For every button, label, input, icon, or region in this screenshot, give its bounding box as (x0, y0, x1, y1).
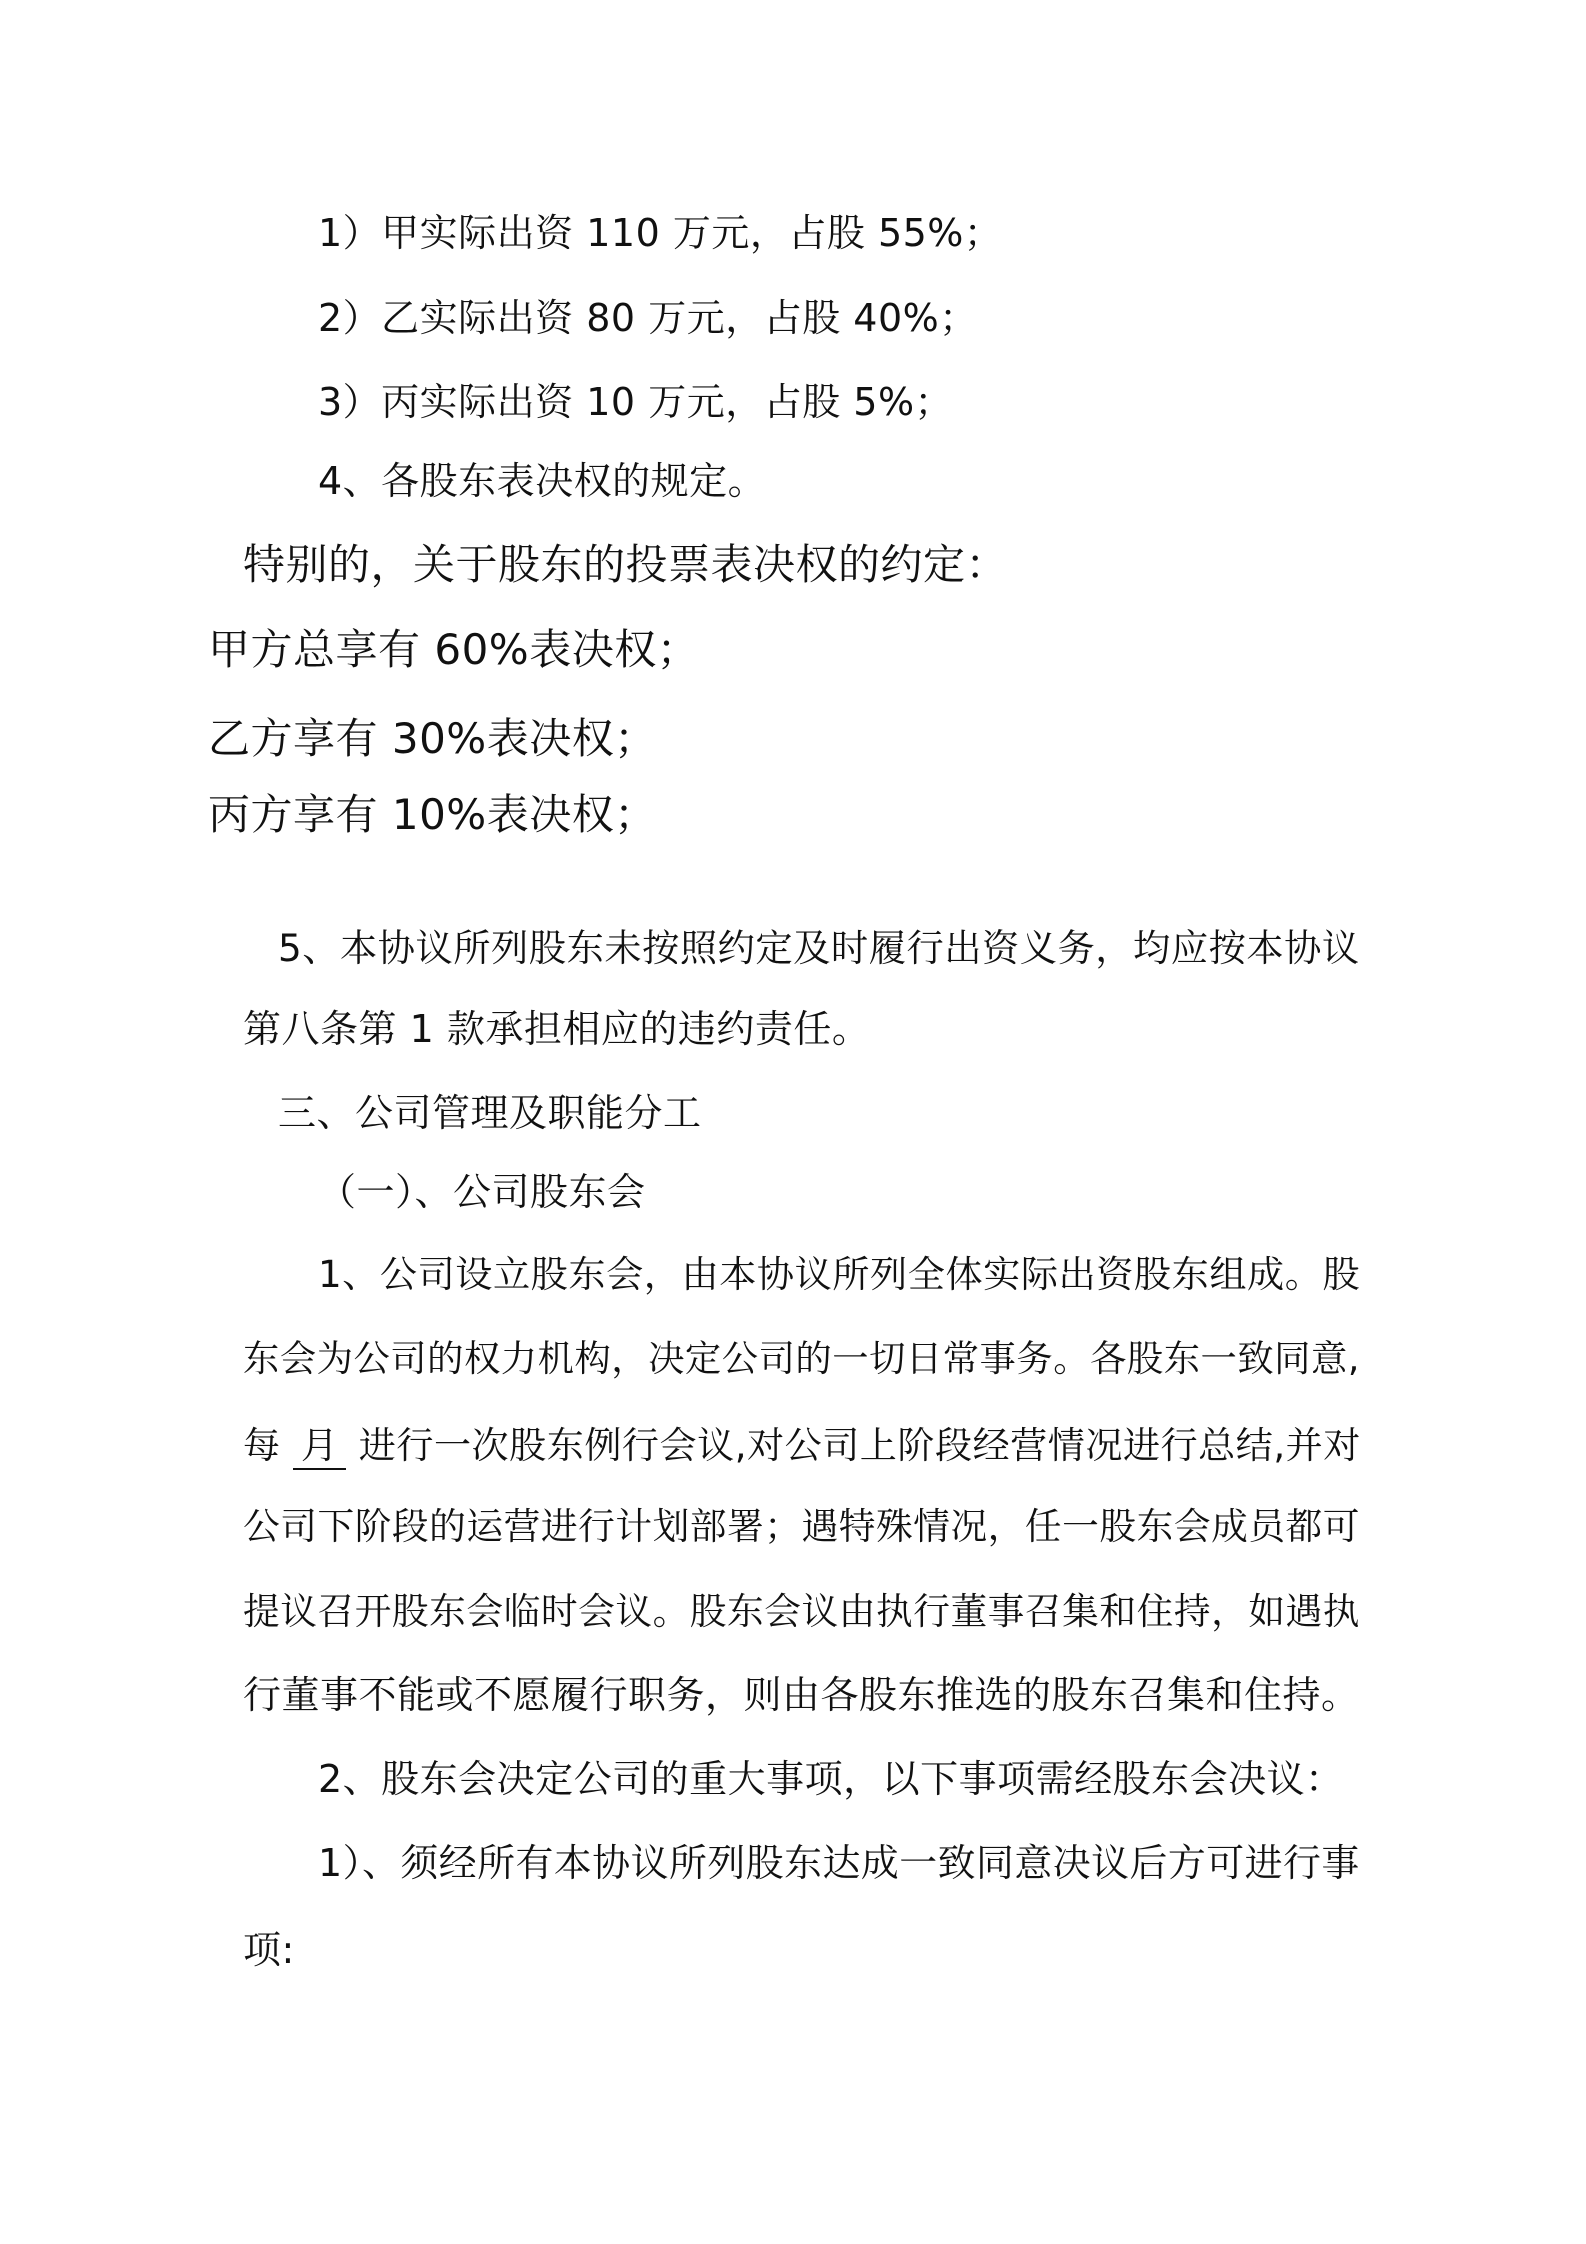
voting-yi: 乙方享有 30%表决权； (208, 714, 657, 763)
capital-item-bing: 3）丙实际出资 10 万元，占股 5%； (318, 380, 954, 424)
para1-line4: 公司下阶段的运营进行计划部署；遇特殊情况，任一股东会成员都可 (243, 1505, 1361, 1548)
special-voting-heading: 特别的，关于股东的投票表决权的约定： (243, 540, 1009, 589)
item5-line1: 5、本协议所列股东未按照约定及时履行出资义务，均应按本协议 (278, 926, 1360, 970)
para1-line6: 行董事不能或不愿履行职务，则由各股东推选的股东召集和住持。 (243, 1673, 1360, 1717)
section-title: 三、公司管理及职能分工 (278, 1091, 702, 1135)
voting-rights-item: 4、各股东表决权的规定。 (318, 459, 767, 503)
meeting-frequency-blank: 月 (293, 1424, 347, 1470)
para1-line2: 东会为公司的权力机构，决定公司的一切日常事务。各股东一致同意, (243, 1337, 1360, 1380)
meeting-freq-prefix: 每 (243, 1424, 281, 1467)
capital-item-jia: 1）甲实际出资 110 万元，占股 55%； (318, 211, 1003, 255)
voting-bing: 丙方享有 10%表决权； (208, 790, 657, 839)
voting-jia: 甲方总享有 60%表决权； (208, 625, 700, 674)
para1-line3 (243, 1421, 1361, 1471)
capital-item-yi: 2）乙实际出资 80 万元，占股 40%； (318, 296, 978, 340)
section-subtitle: （一）、公司股东会 (318, 1170, 646, 1214)
para3-line1: 1）、须经所有本协议所列股东达成一致同意决议后方可进行事 (318, 1841, 1360, 1885)
item5-line2: 第八条第 1 款承担相应的违约责任。 (243, 1007, 871, 1051)
meeting-freq-rest: 进行一次股东例行会议,对公司上阶段经营情况进行总结,并对 (358, 1424, 1361, 1467)
para2: 2、股东会决定公司的重大事项，以下事项需经股东会决议： (318, 1757, 1344, 1801)
para3-line2: 项: (243, 1928, 295, 1972)
para1-line5: 提议召开股东会临时会议。股东会议由执行董事召集和住持，如遇执 (243, 1590, 1361, 1633)
para1-line1: 1、公司设立股东会，由本协议所列全体实际出资股东组成。股 (318, 1252, 1361, 1296)
